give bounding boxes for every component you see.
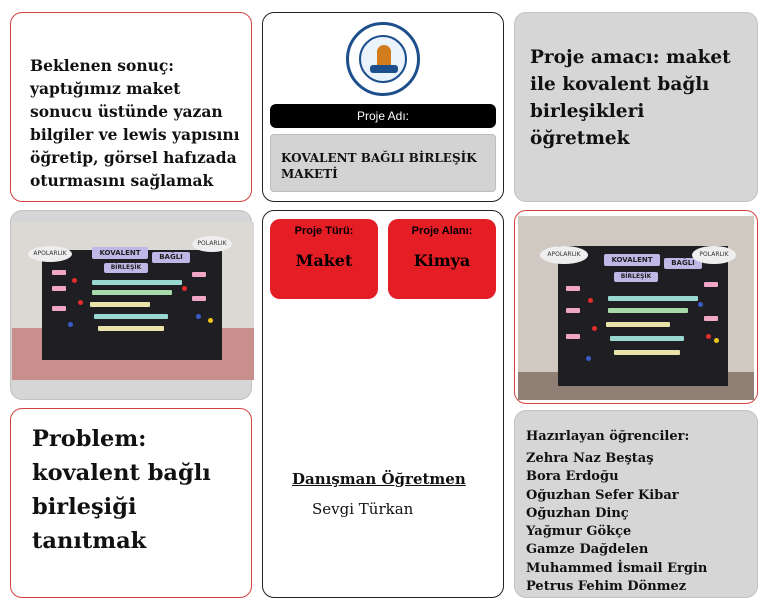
advisor-heading: Danışman Öğretmen	[292, 470, 466, 488]
photo-label-bagli: BAĞLI	[664, 258, 702, 269]
project-name: KOVALENT BAĞLI BİRLEŞİK MAKETİ	[270, 134, 496, 192]
student-name: Muhammed İsmail Ergin	[526, 560, 708, 576]
photo-label-kovalent: KOVALENT	[604, 254, 660, 266]
student-name: Yağmur Gökçe	[526, 524, 632, 540]
project-type-value: Maket	[295, 251, 353, 270]
project-type-label: Proje Türü:	[294, 225, 354, 237]
project-area-box	[388, 219, 496, 299]
student-name: Petrus Fehim Dönmez	[526, 579, 687, 595]
student-name: Oğuzhan Sefer Kibar	[526, 487, 679, 503]
student-name: Bora Erdoğu	[526, 469, 619, 485]
project-name-label: Proje Adı:	[270, 104, 496, 128]
student-name: Zehra Naz Beştaş	[526, 451, 654, 466]
project-aim-text: Proje amacı: maket ile kovalent bağlı birleşikleri öğretmek	[530, 47, 731, 149]
student-name: Oğuzhan Dinç	[526, 505, 629, 521]
students-heading: Hazırlayan öğrenciler:	[526, 429, 690, 444]
photo-label-apolarlik: APOLARLIK	[540, 246, 588, 264]
project-area-value: Kimya	[413, 251, 471, 270]
problem-text: Problem: kovalent bağlı birleşiği tanıtmak	[32, 426, 211, 554]
student-name: Gamze Dağdelen	[526, 542, 649, 558]
project-area-label: Proje Alanı:	[411, 225, 473, 237]
model-photo-right	[518, 216, 754, 400]
project-type-box	[270, 219, 378, 299]
photo-label-birlesik: BİRLEŞİK	[104, 263, 148, 273]
photo-label-bagli: BAĞLI	[152, 252, 190, 263]
photo-label-polarlik: POLARLIK	[692, 246, 736, 264]
photo-label-apolarlik: APOLARLIK	[28, 246, 72, 262]
students-list	[526, 450, 707, 596]
photo-label-kovalent: KOVALENT	[92, 247, 148, 259]
expected-result-text: Beklenen sonuç: yaptığımız maket sonucu üstünde yazan bilgiler ve lewis yapısını öğretip, görsel hafızada oturmasını sağlamak	[30, 56, 240, 190]
advisor-name: Sevgi Türkan	[312, 500, 414, 518]
model-photo-left	[12, 222, 254, 380]
photo-label-polarlik: POLARLIK	[192, 236, 232, 252]
photo-label-birlesik: BİRLEŞİK	[614, 272, 658, 282]
school-logo	[346, 22, 420, 96]
